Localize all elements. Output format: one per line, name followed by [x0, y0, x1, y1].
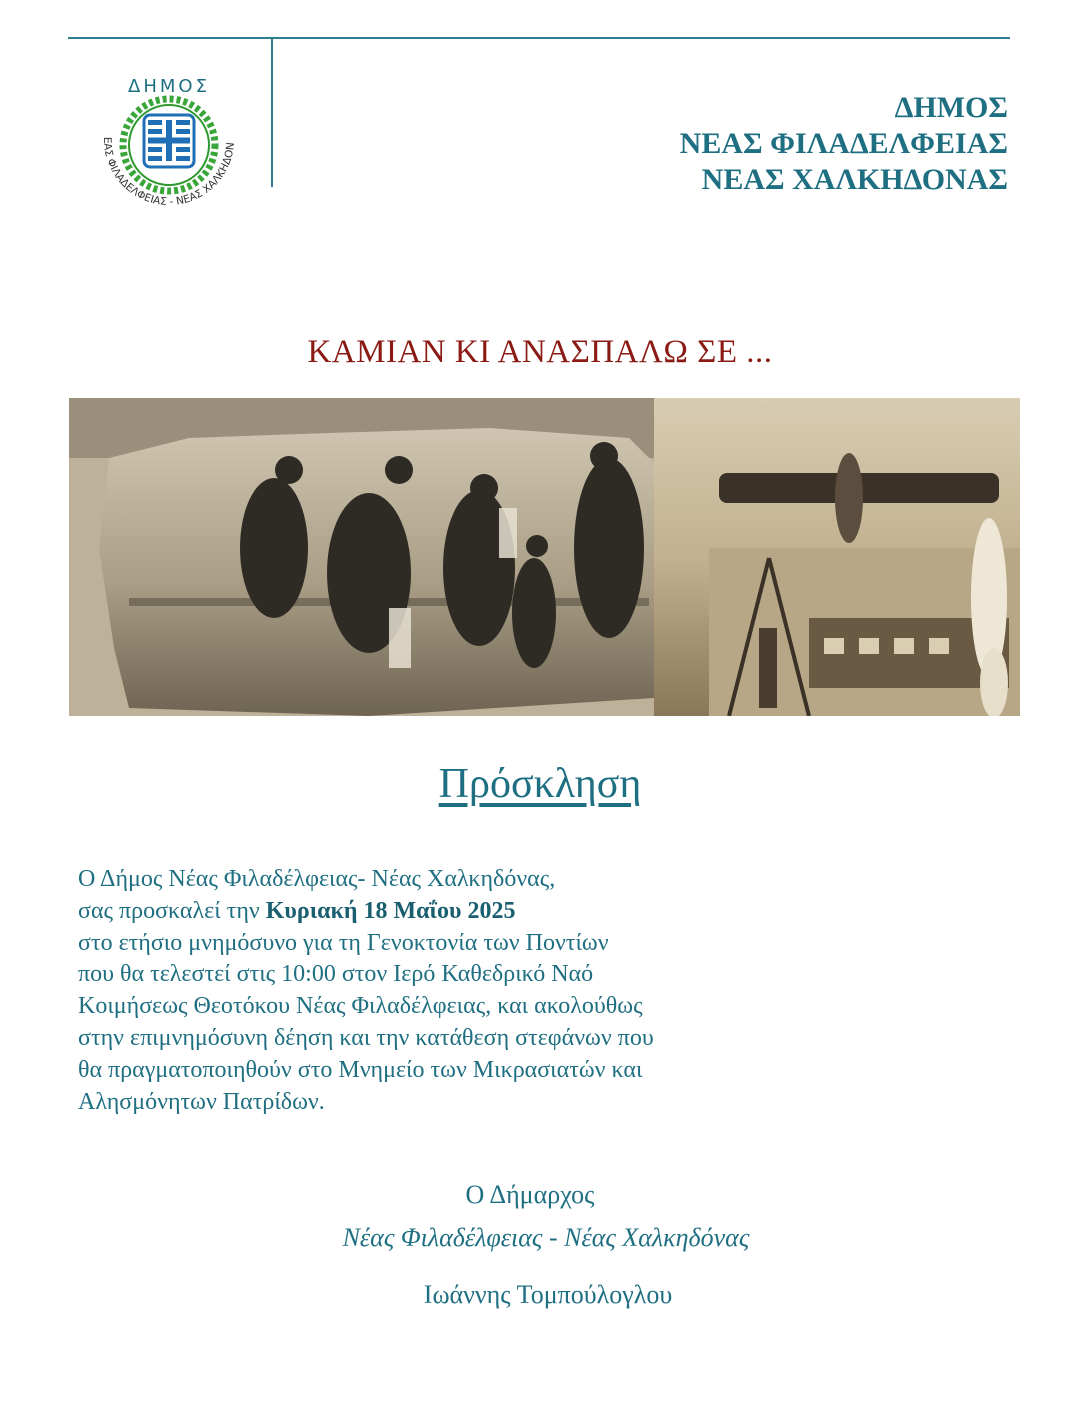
signature-name: Ιωάννης Τομπούλογλου — [423, 1280, 673, 1309]
logo-top-text: ΔΗΜΟΣ — [128, 76, 210, 97]
body-line-6: στην επιμνημόσυνη δέηση και την κατάθεση στεφάνων που — [78, 1024, 654, 1051]
body-line-4: που θα τελεστεί στις 10:00 στον Ιερό Καθεδρικό Ναό — [78, 961, 594, 988]
org-line-1: ΔΗΜΟΣ — [894, 91, 1008, 124]
body-line-7: θα πραγματοποιηθούν στο Μνημείο των Μικρασιατών και — [78, 1056, 643, 1083]
body-line-5: Κοιμήσεως Θεοτόκου Νέας Φιλαδέλφειας, και ακολούθως — [78, 993, 643, 1020]
org-line-3: ΝΕΑΣ ΧΑΛΚΗΔΟΝΑΣ — [701, 163, 1008, 196]
signature-municipality: Νέας Φιλαδέλφειας - Νέας Χαλκηδόνας — [342, 1223, 750, 1252]
headline: ΚΑΜΙΑΝ ΚΙ ΑΝΑΣΠΑΛΩ ΣΕ ... — [307, 334, 773, 370]
historical-photo-collage — [69, 398, 1020, 716]
municipality-crest-icon — [84, 70, 254, 220]
header-divider — [271, 39, 273, 187]
body-line-3: στο ετήσιο μνημόσυνο για τη Γενοκτονία των Ποντίων — [78, 929, 609, 956]
organization-name — [680, 90, 1008, 198]
historical-photo-collage-icon — [69, 398, 1020, 716]
invitation-body — [78, 864, 838, 1118]
municipality-logo — [84, 70, 254, 220]
event-date: Κυριακή 18 Μαΐου 2025 — [265, 897, 516, 924]
invitation-title: Πρόσκληση — [438, 761, 642, 807]
signature-role: Ο Δήμαρχος — [465, 1180, 595, 1209]
body-line-2 — [78, 896, 838, 928]
top-rule — [68, 37, 1010, 39]
body-line-8: Αλησμόνητων Πατρίδων. — [78, 1088, 325, 1115]
body-line-1: Ο Δήμος Νέας Φιλαδέλφειας- Νέας Χαλκηδόνας, — [78, 866, 556, 892]
org-line-2: ΝΕΑΣ ΦΙΛΑΔΕΛΦΕΙΑΣ — [679, 127, 1008, 160]
body-line-2-prefix: σας προσκαλεί την — [78, 897, 266, 924]
logo-ring-text: ΕΑΣ ΦΙΛΑΔΕΛΦΕΙΑΣ - ΝΕΑΣ ΧΑΛΚΗΔΟΝ — [100, 136, 238, 209]
